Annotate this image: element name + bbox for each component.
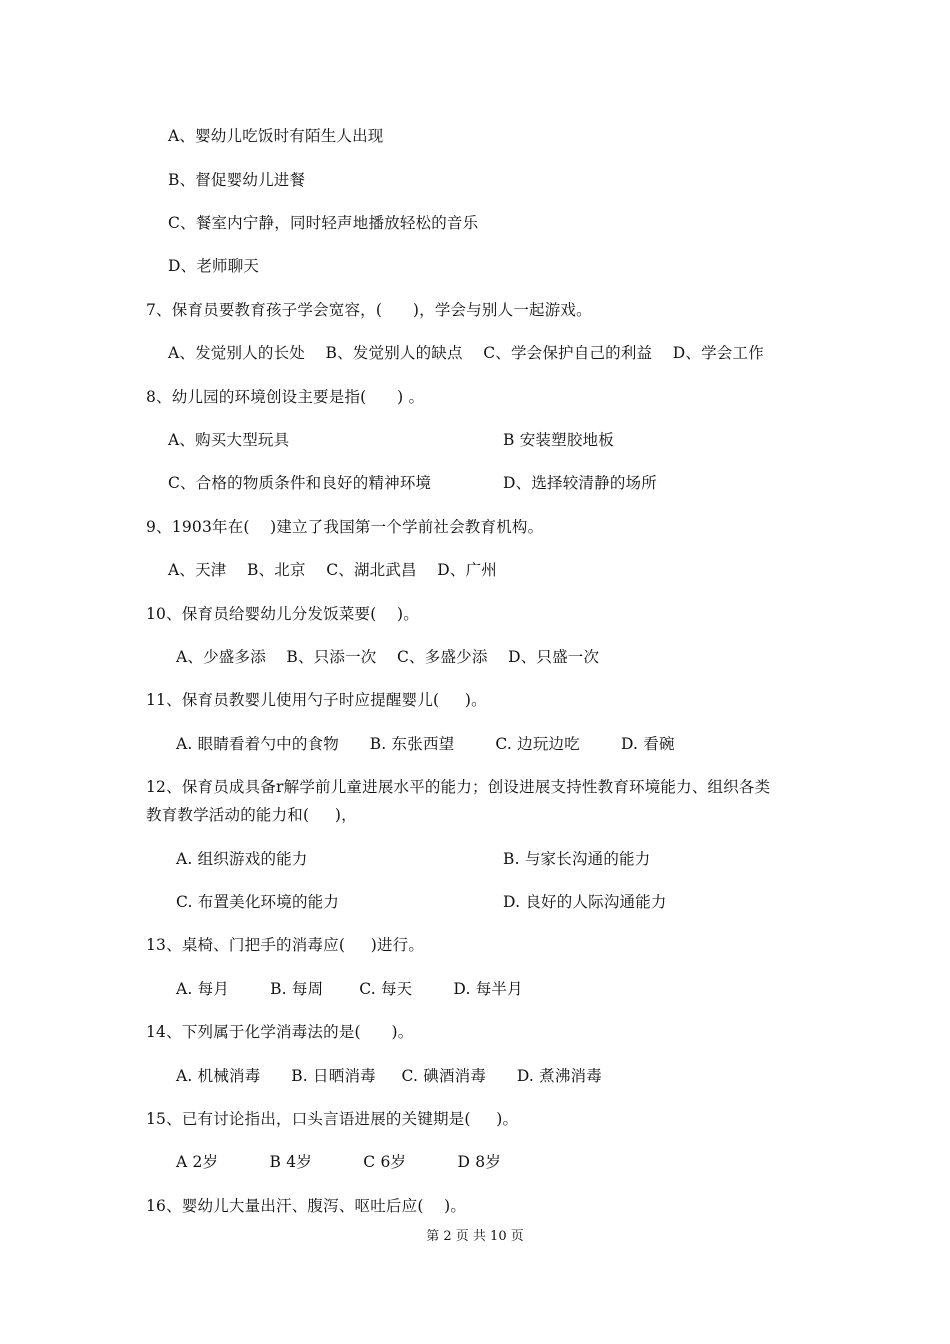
option-6a: A、婴幼儿吃饭时有陌生人出现 [168,127,384,145]
question-12-line-1: 12、保育员成具备r解学前儿童进展水平的能力；创设进展支持性教育环境能力、组织各类 [146,778,771,796]
question-16: 16、婴幼儿大量出汗、腹泻、呕吐后应( )。 [146,1197,467,1215]
option-6b: B、督促婴幼儿进餐 [168,171,306,189]
option-8b: B 安装塑胶地板 [503,431,614,449]
option-12b: B. 与家长沟通的能力 [503,850,651,868]
option-8c: C、合格的物质条件和良好的精神环境 [168,474,432,492]
question-8: 8、幼儿园的环境创设主要是指( ) 。 [146,388,425,406]
question-15: 15、已有讨论指出，口头言语进展的关键期是( )。 [146,1110,519,1128]
page-number: 第 2 页 共 10 页 [426,1229,524,1244]
option-12c: C. 布置美化环境的能力 [176,893,340,911]
options-11: A. 眼睛看着勺中的食物 B. 东张西望 C. 边玩边吃 D. 看碗 [176,735,675,753]
option-8a: A、购买大型玩具 [168,431,290,449]
question-13: 13、桌椅、门把手的消毒应( )进行。 [146,936,425,954]
question-7: 7、保育员要教育孩子学会宽容，( )，学会与别人一起游戏。 [146,301,592,319]
options-7: A、发觉别人的长处 B、发觉别人的缺点 C、学会保护自己的利益 D、学会工作 [168,344,764,362]
question-14: 14、下列属于化学消毒法的是( )。 [146,1023,414,1041]
option-6d: D、老师聊天 [168,257,260,275]
option-12d: D. 良好的人际沟通能力 [503,893,667,911]
option-12a: A. 组织游戏的能力 [176,850,308,868]
options-9: A、天津 B、北京 C、湖北武昌 D、广州 [168,561,497,579]
question-11: 11、保育员教婴儿使用勺子时应提醒婴儿( )。 [146,691,487,709]
option-8d: D、选择较清静的场所 [503,474,657,492]
options-14: A. 机械消毒 B. 日晒消毒 C. 碘酒消毒 D. 煮沸消毒 [176,1067,602,1085]
options-13: A. 每月 B. 每周 C. 每天 D. 每半月 [176,980,523,998]
question-10: 10、保育员给婴幼儿分发饭菜要( )。 [146,605,419,623]
options-15: A 2岁 B 4岁 C 6岁 D 8岁 [176,1153,502,1171]
option-6c: C、餐室内宁静，同时轻声地播放轻松的音乐 [168,214,479,232]
options-10: A、少盛多添 B、只添一次 C、多盛少添 D、只盛一次 [176,648,600,666]
question-12-line-2: 教育教学活动的能力和( )， [146,806,357,824]
question-9: 9、1903年在( )建立了我国第一个学前社会教育机构。 [146,518,544,536]
